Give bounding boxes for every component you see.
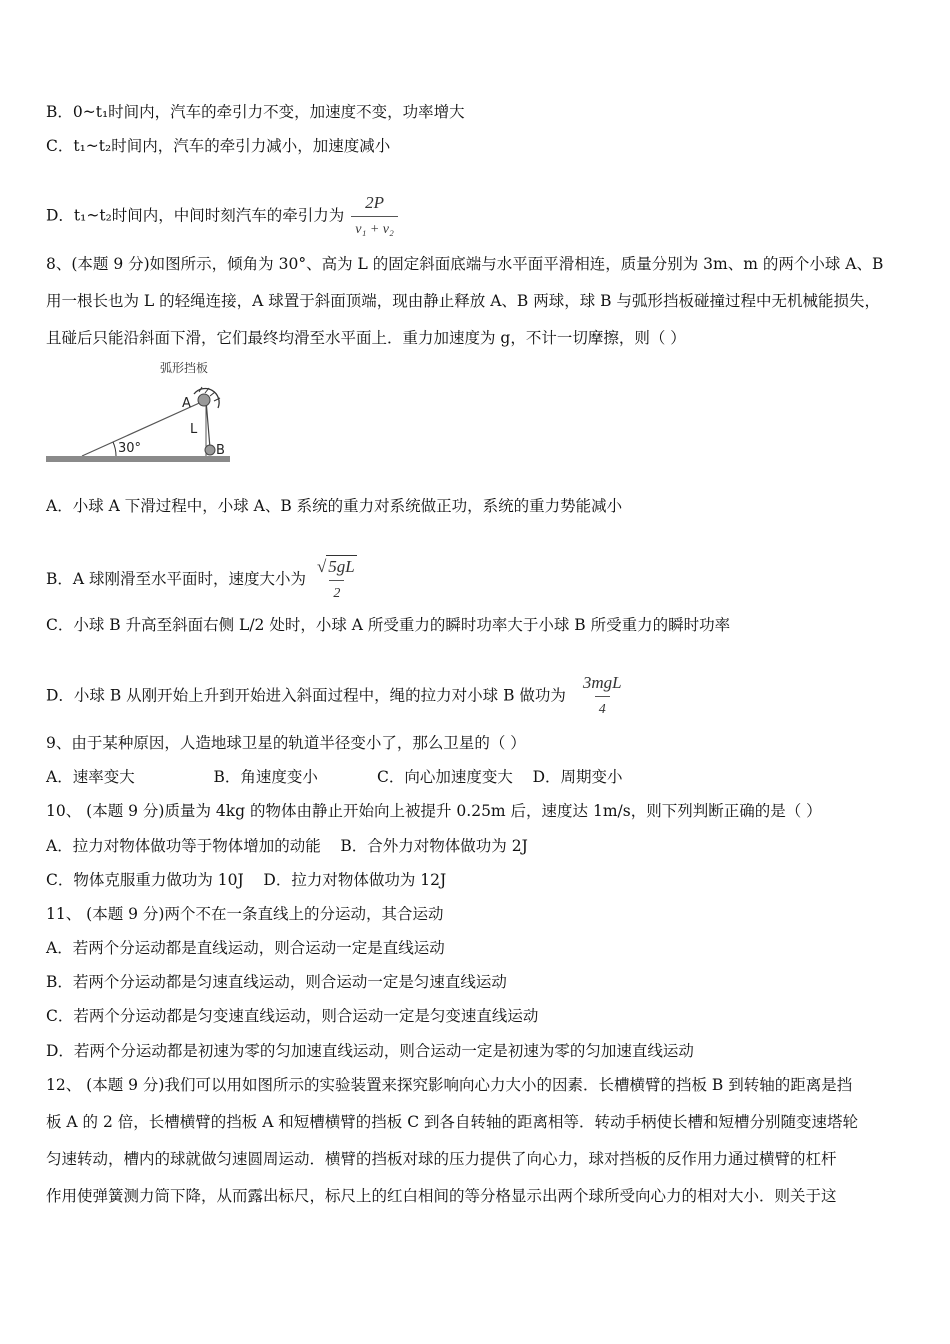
q11-option-a: A．若两个分运动都是直线运动，则合运动一定是直线运动	[46, 939, 445, 957]
q8-option-b	[46, 555, 361, 605]
fraction-numerator: 3mgL	[582, 673, 622, 692]
q12-line-1: 12、 (本题 9 分)我们可以用如图所示的实验装置来探究影响向心力大小的因素．长槽横臂的挡板 B 到转轴的距离是挡	[46, 1076, 853, 1094]
fraction-numerator: 2P	[365, 193, 384, 212]
q8-option-d-fraction	[579, 672, 626, 721]
ball-a-label: A	[182, 396, 191, 411]
q12-line-4: 作用使弹簧测力筒下降，从而露出标尺，标尺上的红白相间的等分格显示出两个球所受向心力的相对大小．则关于这	[46, 1187, 837, 1205]
fraction-denominator: v₁ + v₂	[351, 216, 398, 241]
q11-option-d: D．若两个分运动都是初速为零的匀加速直线运动，则合运动一定是初速为零的匀加速直线运动	[46, 1042, 694, 1060]
q12-line-3: 匀速转动，槽内的球就做匀速圆周运动．横臂的挡板对球的压力提供了向心力，球对挡板的反作用力通过横臂的杠杆	[46, 1150, 837, 1168]
q8-stem-line-3: 且碰后只能沿斜面下滑，它们最终均滑至水平面上．重力加速度为 g，不计一切摩擦，则（ ）	[46, 329, 686, 347]
q9-options: A．速率变大 B．角速度变小 C．向心加速度变大 D．周期变小	[46, 768, 623, 786]
q7-option-b: B．0~t₁时间内，汽车的牵引力不变，加速度不变，功率增大	[46, 103, 465, 121]
angle-label: 30°	[118, 441, 142, 456]
q7-option-d-fraction	[351, 192, 398, 241]
q11-option-b: B．若两个分运动都是匀速直线运动，则合运动一定是匀速直线运动	[46, 973, 507, 991]
length-label: L	[190, 422, 198, 437]
q7-option-d-text: D．t₁~t₂时间内，中间时刻汽车的牵引力为	[46, 206, 345, 225]
q11-stem: 11、 (本题 9 分)两个不在一条直线上的分运动，其合运动	[46, 905, 444, 923]
q9-stem: 9、由于某种原因，人造地球卫星的轨道半径变小了，那么卫星的（ ）	[46, 734, 526, 752]
rope	[206, 400, 210, 448]
q7-option-d	[46, 192, 398, 241]
ground	[46, 456, 230, 462]
angle-arc	[113, 442, 116, 456]
incline-diagram	[44, 356, 244, 468]
q7-option-c: C．t₁~t₂时间内，汽车的牵引力减小，加速度减小	[46, 137, 391, 155]
q10-options-ab: A．拉力对物体做功等于物体增加的动能 B．合外力对物体做功为 2J	[46, 837, 528, 855]
baffle-label: 弧形挡板	[159, 361, 209, 375]
fraction-denominator: 2	[329, 580, 344, 605]
q8-option-d-text: D．小球 B 从刚开始上升到开始进入斜面过程中，绳的拉力对小球 B 做功为	[46, 686, 566, 705]
ball-a	[198, 394, 210, 406]
q8-option-b-fraction	[313, 555, 361, 605]
q8-option-a: A．小球 A 下滑过程中，小球 A、B 系统的重力对系统做正功，系统的重力势能减小	[46, 497, 623, 515]
fraction-denominator: 4	[595, 696, 610, 721]
q8-stem-line-2: 用一根长也为 L 的轻绳连接，A 球置于斜面顶端，现由静止释放 A、B 两球，球 B 与弧形挡板碰撞过程中无机械能损失，	[46, 292, 880, 310]
q8-option-c: C．小球 B 升高至斜面右侧 L/2 处时，小球 A 所受重力的瞬时功率大于小球 B 所受重力的瞬时功率	[46, 616, 731, 634]
q8-option-d	[46, 672, 626, 721]
sqrt-sign: √	[316, 557, 327, 576]
q11-option-c: C．若两个分运动都是匀变速直线运动，则合运动一定是匀变速直线运动	[46, 1007, 539, 1025]
q12-line-2: 板 A 的 2 倍，长槽横臂的挡板 A 和短槽横臂的挡板 C 到各自转轴的距离相等．转动手柄使长槽和短槽分别随变速塔轮	[46, 1113, 859, 1131]
fraction-numerator	[313, 555, 361, 580]
ball-b	[205, 445, 215, 455]
ball-b-label: B	[216, 443, 225, 458]
q10-options-cd: C．物体克服重力做功为 10J D．拉力对物体做功为 12J	[46, 871, 447, 889]
q8-option-b-text: B．A 球刚滑至水平面时，速度大小为	[46, 570, 307, 588]
sqrt-radicand: 5gL	[328, 557, 355, 576]
q8-stem-line-1: 8、(本题 9 分)如图所示，倾角为 30°、高为 L 的固定斜面底端与水平面平滑相连，质量分别为 3m、m 的两个小球 A、B	[46, 255, 884, 273]
q10-stem: 10、 (本题 9 分)质量为 4kg 的物体由静止开始向上被提升 0.25m 后，速度达 1m/s，则下列判断正确的是（ ）	[46, 802, 822, 820]
